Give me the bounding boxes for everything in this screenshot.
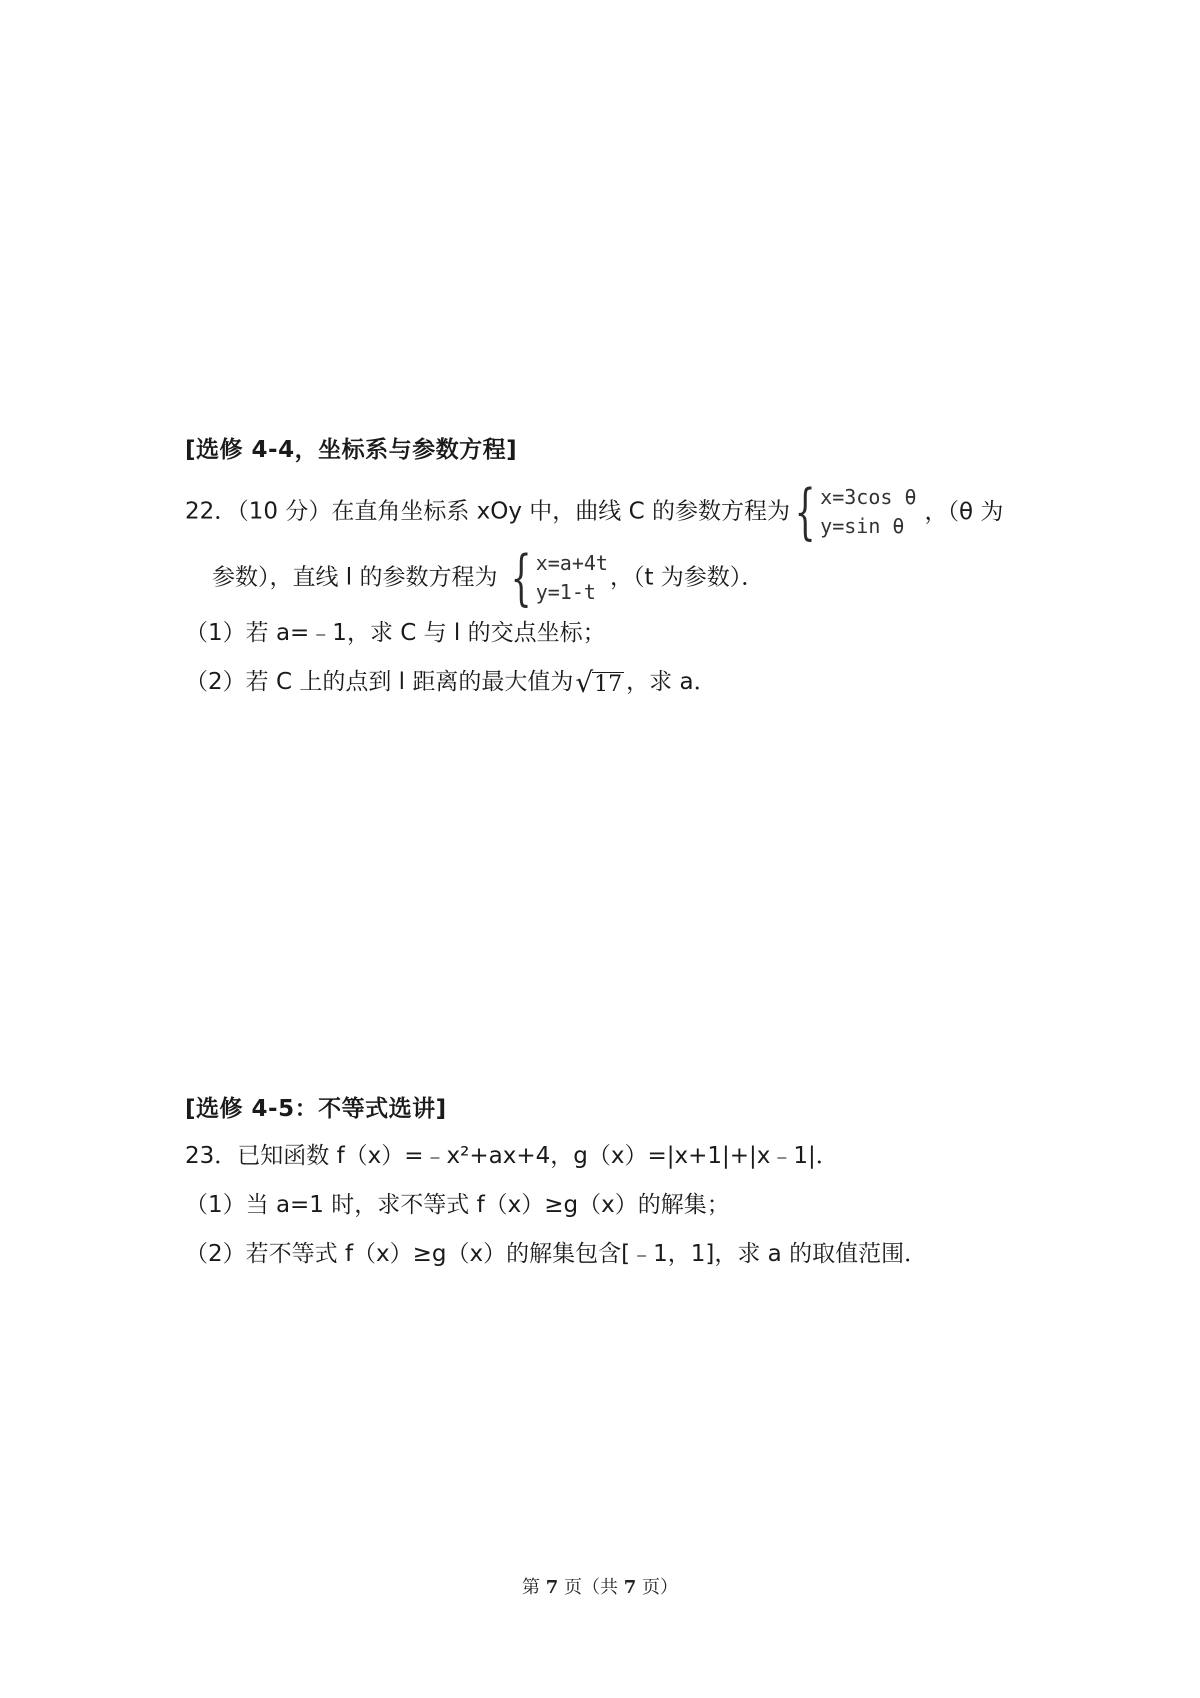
q23-part2: （2）若不等式 f（x）≥g（x）的解集包含[﹣1，1]，求 a 的取值范围． (185, 1241, 928, 1267)
q22-line1-suffix: ，（θ 为 (924, 498, 1004, 525)
q22-line2-prefix: 参数），直线 l 的参数方程为 (212, 564, 498, 591)
section-heading-4-4: [选修 4-4，坐标系与参数方程] (185, 437, 518, 463)
footer-middle: 页（共 (558, 1577, 624, 1598)
q23-part1: （1）当 a=1 时，求不等式 f（x）≥g（x）的解集； (185, 1192, 730, 1218)
footer-suffix: 页） (636, 1577, 678, 1598)
footer-prefix: 第 (522, 1577, 546, 1598)
square-root (575, 665, 624, 699)
q22-part1: （1）若 a=﹣1，求 C 与 l 的交点坐标； (185, 620, 606, 646)
footer-page-number: 7 (545, 1577, 559, 1598)
q22-line1 (185, 477, 1004, 547)
q22-line2 (212, 543, 765, 613)
q22-part2-suffix: ，求 a． (626, 669, 717, 695)
q22-part2-prefix: （2）若 C 上的点到 l 距离的最大值为 (185, 669, 574, 695)
brace-icon: { (794, 477, 816, 547)
radical-icon: √ (575, 665, 594, 699)
footer-total-pages: 7 (623, 1577, 637, 1598)
q22-line2-suffix: ，（t 为参数）． (609, 564, 765, 591)
radicand: 17 (594, 671, 623, 697)
page-footer (0, 1573, 1200, 1599)
curve-parametric-system (792, 477, 917, 547)
line-equation-y: y=1-t (535, 580, 596, 604)
brace-icon: { (510, 543, 532, 613)
curve-equation-y: y=sin θ (820, 514, 905, 538)
q22-line1-prefix: 22．（10 分）在直角坐标系 xOy 中，曲线 C 的参数方程为 (185, 498, 790, 525)
line-parametric-system (508, 543, 608, 613)
curve-equation-x: x=3cos θ (820, 485, 917, 509)
q23-stem: 23．已知函数 f（x）=﹣x²+ax+4，g（x）=|x+1|+|x﹣1|． (185, 1143, 839, 1169)
section-heading-4-5: [选修 4-5：不等式选讲] (185, 1096, 447, 1122)
line-equation-x: x=a+4t (535, 551, 608, 575)
q22-part2 (185, 667, 717, 697)
